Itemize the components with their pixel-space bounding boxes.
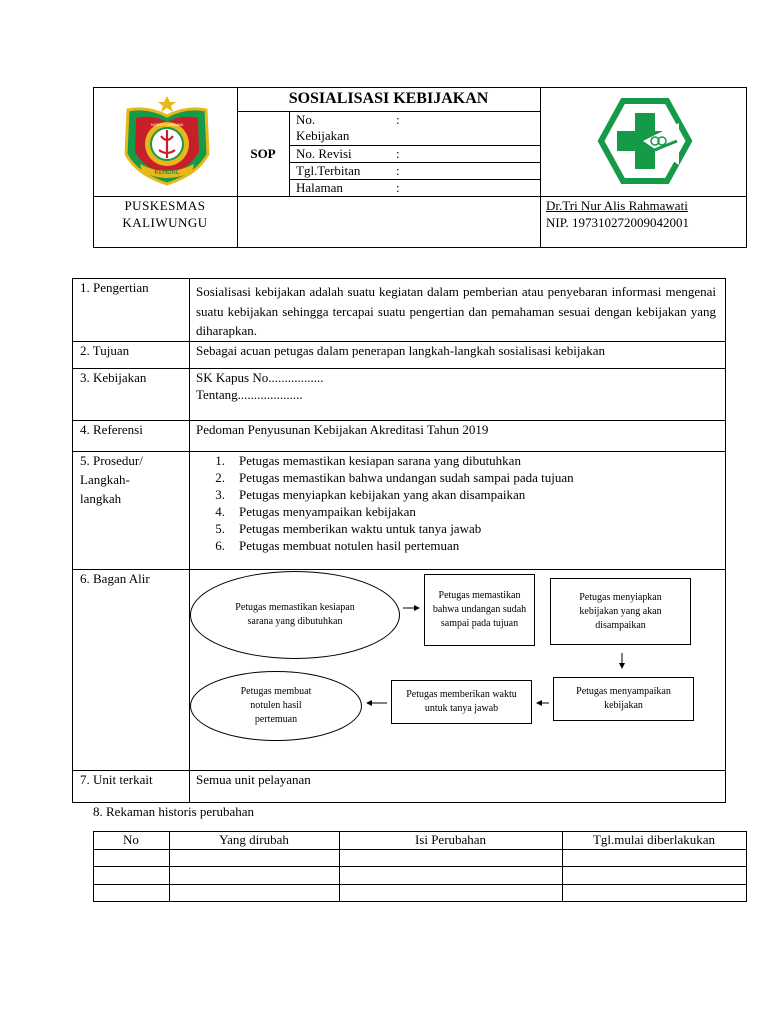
flow-node-2: Petugas memastikan bahwa undangan sudah sampai pada tujuan [424, 574, 535, 646]
bagan-label: 6. Bagan Alir [80, 571, 150, 586]
sop-field-sep: : [396, 112, 400, 127]
sop-field-label: No. [296, 112, 316, 127]
kebijakan-label: 3. Kebijakan [80, 370, 147, 385]
list-item: 5. Petugas memberikan waktu untuk tanya jawab [215, 521, 482, 536]
tujuan-text: Sebagai acuan petugas dalam penerapan langkah-langkah sosialisasi kebijakan [196, 343, 605, 358]
prosedur-label: langkah [80, 491, 122, 506]
tujuan-label: 2. Tujuan [80, 343, 130, 358]
signer-nip: NIP. 197310272009042001 [546, 215, 690, 230]
logo-left-text: KENDAL [154, 170, 180, 176]
flow-node-4: Petugas menyampaikan kebijakan [553, 677, 694, 721]
flow-node-5: Petugas memberikan waktu untuk tanya jawab [391, 680, 532, 724]
logo-left-motto: NGESTI WIBAWA [150, 122, 184, 127]
flow-node-1: Petugas memastikan kesiapan sarana yang dibutuhkan [190, 571, 400, 659]
pengertian-label: 1. Pengertian [80, 280, 149, 295]
org-location: KALIWUNGU [122, 215, 208, 230]
kebijakan-tentang: Tentang.................... [196, 387, 303, 402]
history-title: 8. Rekaman historis perubahan [93, 804, 255, 819]
sop-field-label: Tgl.Terbitan [296, 163, 361, 178]
sop-field-label: Kebijakan [296, 128, 350, 143]
org-name: PUSKESMAS [124, 198, 206, 213]
sop-field-label: No. Revisi [296, 146, 352, 161]
referensi-label: 4. Referensi [80, 422, 143, 437]
list-item: 1. Petugas memastikan kesiapan sarana yang dibutuhkan [215, 453, 521, 468]
pengertian-text: Sosialisasi kebijakan adalah suatu kegiatan dalam pemberian atau penyebaran informasi mengenai suatu kebijakan sehingga tercapai suatu pengertian dan pemahaman sesuai dengan kebijakan yang diharapkan. [196, 284, 716, 338]
unit-text: Semua unit pelayanan [196, 772, 311, 787]
page-title: SOSIALISASI KEBIJAKAN [288, 90, 489, 107]
sop-field-sep: : [396, 180, 400, 195]
history-col-content: Isi Perubahan [414, 832, 487, 847]
flow-node-3: Petugas menyiapkan kebijakan yang akan disampaikan [550, 578, 691, 645]
history-col-changed: Yang dirubah [219, 832, 289, 847]
list-item: 3. Petugas menyiapkan kebijakan yang akan disampaikan [215, 487, 526, 502]
sop-label: SOP [250, 146, 276, 161]
prosedur-label: Langkah- [80, 472, 130, 487]
signer-name: Dr.Tri Nur Alis Rahmawati [546, 198, 688, 213]
unit-label: 7. Unit terkait [80, 772, 153, 787]
kebijakan-sk: SK Kapus No................. [196, 370, 324, 385]
list-item: 2. Petugas memastikan bahwa undangan sudah sampai pada tujuan [215, 470, 574, 485]
list-item: 4. Petugas menyampaikan kebijakan [215, 504, 416, 519]
history-col-no: No [123, 832, 139, 847]
sop-field-sep: : [396, 163, 400, 178]
flow-node-6: Petugas membuat notulen hasil pertemuan [190, 671, 362, 741]
referensi-text: Pedoman Penyusunan Kebijakan Akreditasi Tahun 2019 [196, 422, 489, 437]
sop-field-label: Halaman [296, 180, 343, 195]
sop-field-sep: : [396, 146, 400, 161]
list-item: 6. Petugas membuat notulen hasil pertemuan [215, 538, 460, 553]
prosedur-label: 5. Prosedur/ [80, 453, 143, 468]
history-col-date: Tgl.mulai diberlakukan [592, 832, 716, 847]
